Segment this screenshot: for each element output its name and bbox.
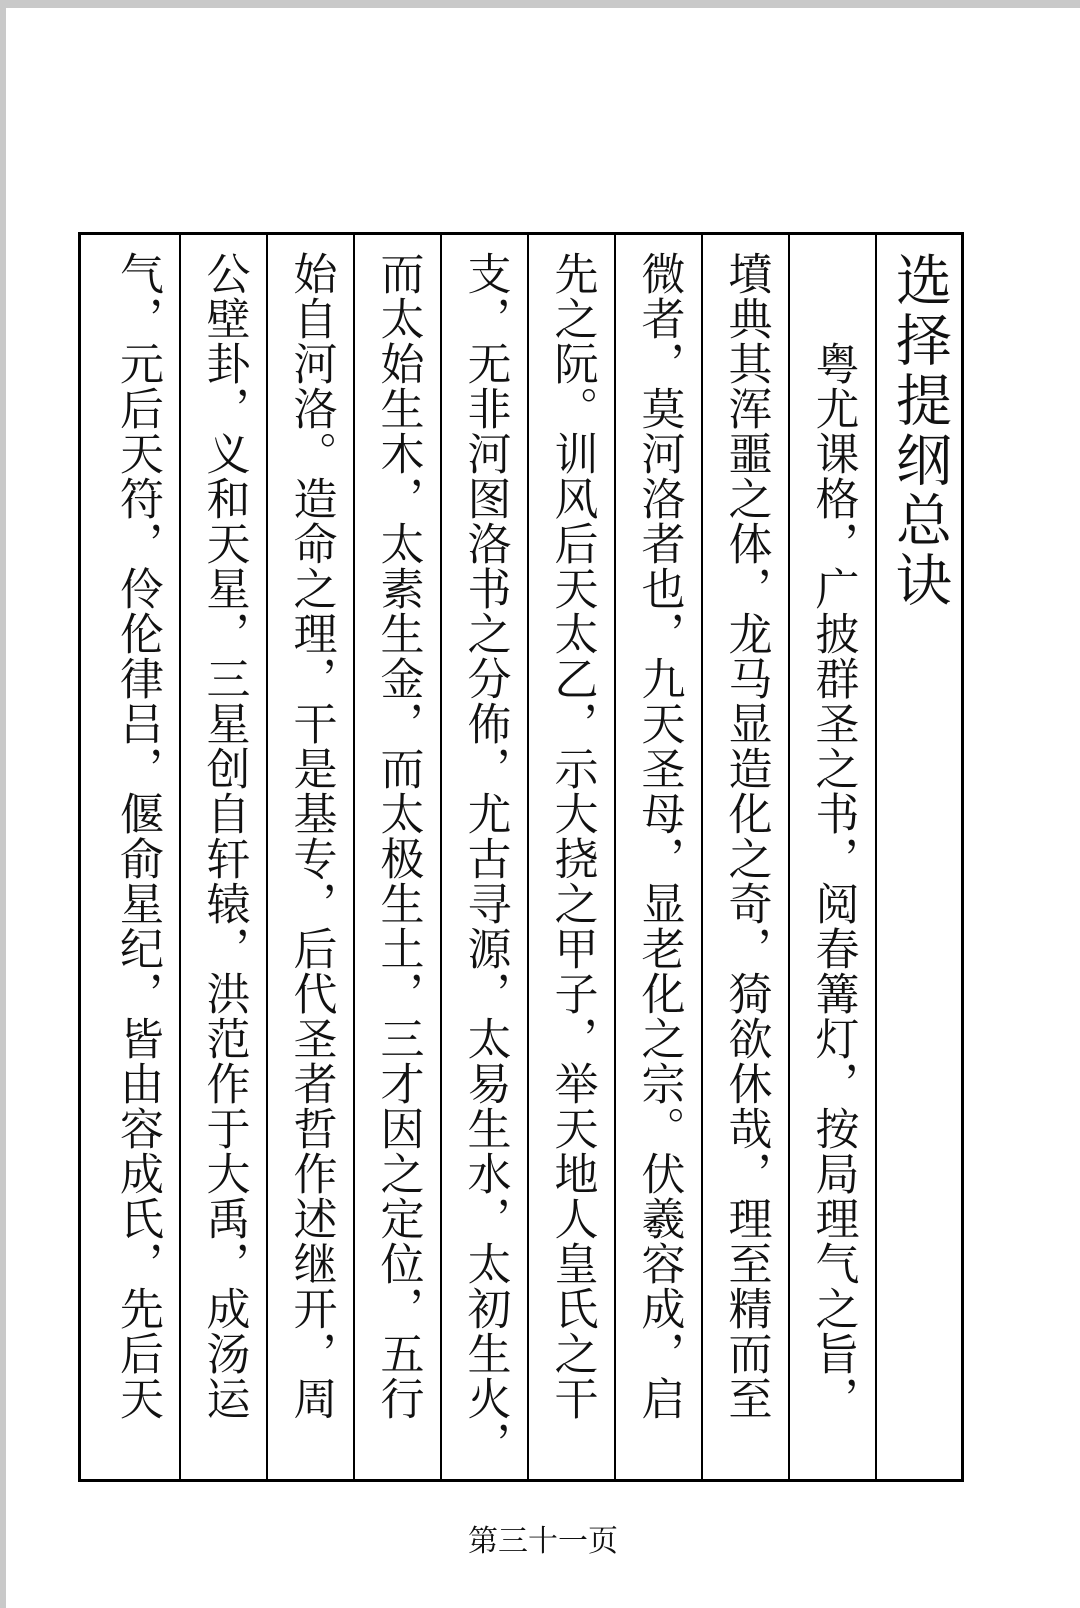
text-column-2 xyxy=(701,235,788,1479)
text-line-3: 微者，莫河洛者也，九天圣母，显老化之宗。伏羲容成，启 xyxy=(633,251,685,1421)
text-line-1: 粤尤课格，广披群圣之书，阅春篝灯，按局理气之旨， xyxy=(807,341,859,1421)
text-column-6 xyxy=(353,235,440,1479)
text-column-7 xyxy=(266,235,353,1479)
text-line-5: 支，无非河图洛书之分佈，尤古寻源，太易生水，太初生火， xyxy=(459,251,511,1466)
text-line-9: 气，元后天符，伶伦律吕，偃俞星纪，皆由容成氏，先后天 xyxy=(112,251,163,1421)
text-line-4: 先之阮。训风后天太乙，示大挠之甲子，举天地人皇氏之干 xyxy=(546,251,598,1421)
text-line-8: 公壁卦，义和天星，三星创自轩辕，洪范作于大禹，成汤运 xyxy=(198,251,250,1421)
document-title xyxy=(875,235,961,1479)
document-page xyxy=(6,8,1080,1608)
text-column-4 xyxy=(527,235,614,1479)
text-line-7: 始自河洛。造命之理，干是基专，后代圣者哲作述继开，周 xyxy=(285,251,337,1421)
text-column-3 xyxy=(614,235,701,1479)
text-column-9 xyxy=(95,235,179,1479)
page-number: 第三十一页 xyxy=(468,1524,618,1559)
text-line-2: 墳典其浑噩之体，龙马显造化之奇，猗欲休哉，理至精而至 xyxy=(720,251,772,1421)
title-text: 选择提纲总诀 xyxy=(887,251,952,611)
text-column-1 xyxy=(788,235,875,1479)
text-line-6: 而太始生木，太素生金，而太极生土，三才因之定位，五行 xyxy=(372,251,424,1421)
text-column-5 xyxy=(440,235,527,1479)
text-column-8 xyxy=(179,235,266,1479)
text-frame xyxy=(78,232,964,1482)
